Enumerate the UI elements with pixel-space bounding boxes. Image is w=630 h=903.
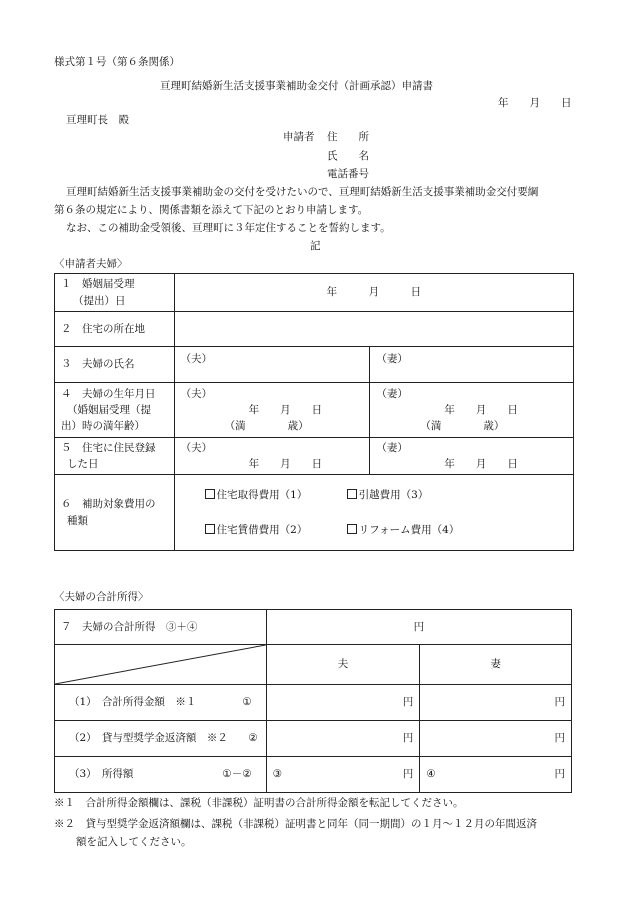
husband-tag: （夫） bbox=[180, 441, 213, 454]
husband-name-field[interactable] bbox=[174, 347, 370, 383]
diagonal-line bbox=[55, 645, 266, 684]
birthdate-label-c: 出）時の満年齢） bbox=[61, 420, 145, 433]
diagonal-cell bbox=[55, 645, 267, 685]
applicant-name-label: 氏 名 bbox=[327, 150, 369, 162]
wife-birthdate-field[interactable] bbox=[370, 383, 574, 438]
net-income-mark: ①－② bbox=[222, 768, 252, 781]
ki-heading: 記 bbox=[310, 240, 321, 252]
wife-registration-field[interactable] bbox=[370, 438, 574, 475]
husband-registration-value: 年 月 日 bbox=[248, 458, 323, 470]
wife-name-field[interactable] bbox=[370, 347, 574, 383]
yen-unit: 円 bbox=[402, 696, 414, 709]
wife-tag: （妻） bbox=[376, 441, 408, 454]
birthdate-label bbox=[55, 383, 175, 438]
gross-income-label-text: （1） 合計所得金額 ※１ bbox=[69, 696, 197, 709]
note-2a: ※２ 貸与型奨学金返済額欄は、課税（非課税）証明書と同年（同一期間）の１月～１２月の年間返済 bbox=[54, 818, 537, 830]
date-line: 年 月 日 bbox=[498, 97, 572, 109]
registration-label bbox=[55, 438, 175, 475]
section-income-heading: 〈夫婦の合計所得〉 bbox=[54, 591, 149, 603]
checkbox-icon bbox=[347, 489, 357, 499]
marriage-date-label-b: （提出）日 bbox=[73, 294, 126, 307]
option-housing-rent-label: 住宅賃借費用（2） bbox=[216, 523, 308, 536]
note-2b: 額を記入してください。 bbox=[76, 836, 192, 848]
body-text-1: 亘理町結婚新生活支援事業補助金の交付を受けたいので、亘理町結婚新生活支援事業補助金交付要綱 bbox=[66, 186, 539, 198]
option-moving[interactable] bbox=[347, 487, 429, 503]
gross-income-mark: ① bbox=[242, 696, 252, 709]
residence-label: ２ 住宅の所在地 bbox=[55, 312, 175, 347]
husband-net-income-mark: ③ bbox=[272, 768, 283, 781]
note-1: ※１ 合計所得金額欄は、課税（非課税）証明書の合計所得金額を転記してください。 bbox=[54, 797, 464, 809]
option-housing-purchase-label: 住宅取得費用（1） bbox=[216, 489, 308, 502]
section-couple-heading: 〈申請者夫婦〉 bbox=[54, 258, 128, 270]
option-housing-rent[interactable] bbox=[205, 522, 347, 538]
wife-column-header: 妻 bbox=[420, 645, 572, 685]
option-reform[interactable] bbox=[347, 522, 460, 538]
yen-unit: 円 bbox=[554, 768, 565, 781]
yen-unit: 円 bbox=[402, 768, 414, 781]
wife-net-income-field[interactable] bbox=[420, 757, 572, 793]
marriage-date-row bbox=[55, 274, 574, 312]
gross-income-row bbox=[55, 685, 572, 721]
applicant-phone-label: 電話番号 bbox=[327, 168, 369, 180]
body-text-3: なお、この補助金受領後、亘理町に３年定住することを誓約します。 bbox=[66, 222, 391, 234]
wife-scholarship-field[interactable] bbox=[420, 721, 572, 757]
residence-row bbox=[55, 312, 574, 347]
registration-label-b: した日 bbox=[67, 458, 99, 470]
husband-gross-income-field[interactable] bbox=[266, 685, 420, 721]
yen-unit: 円 bbox=[554, 732, 565, 745]
wife-net-income-mark: ④ bbox=[426, 768, 436, 781]
husband-net-income-field[interactable] bbox=[266, 757, 420, 793]
wife-registration-value: 年 月 日 bbox=[444, 458, 518, 470]
option-housing-purchase[interactable] bbox=[205, 487, 347, 503]
marriage-date-label bbox=[55, 274, 175, 312]
expense-type-row bbox=[55, 475, 574, 551]
income-header-row bbox=[55, 645, 572, 685]
expense-type-label-b: 種類 bbox=[67, 514, 88, 527]
checkbox-icon bbox=[205, 524, 215, 534]
scholarship-label-text: （2） 貸与型奨学金返済額 ※２ bbox=[69, 732, 228, 745]
wife-birthdate-value: 年 月 日 bbox=[444, 403, 518, 416]
wife-tag: （妻） bbox=[376, 353, 408, 365]
net-income-row bbox=[55, 757, 572, 793]
net-income-label-text: （3） 所得額 bbox=[69, 768, 134, 781]
husband-birthdate-field[interactable] bbox=[174, 383, 370, 438]
registration-row bbox=[55, 438, 574, 475]
wife-gross-income-field[interactable] bbox=[420, 685, 572, 721]
yen-unit: 円 bbox=[413, 620, 425, 633]
husband-age-value: （満 歳） bbox=[224, 420, 309, 433]
yen-unit: 円 bbox=[402, 732, 414, 745]
husband-tag: （夫） bbox=[180, 387, 213, 400]
total-income-label: ７ 夫婦の合計所得 ③＋④ bbox=[55, 610, 267, 645]
couple-name-row bbox=[55, 347, 574, 383]
husband-birthdate-value: 年 月 日 bbox=[248, 403, 323, 416]
husband-scholarship-field[interactable] bbox=[266, 721, 420, 757]
couple-table bbox=[54, 273, 574, 551]
form-title: 亘理町結婚新生活支援事業補助金交付（計画承認）申請書 bbox=[160, 80, 433, 92]
checkbox-icon bbox=[347, 524, 357, 534]
addressee: 亘理町長 殿 bbox=[66, 114, 129, 126]
applicant-label: 申請者 bbox=[283, 131, 315, 143]
marriage-date-label-a: １ 婚姻届受理 bbox=[61, 278, 135, 291]
scholarship-row bbox=[55, 721, 572, 757]
checkbox-icon bbox=[205, 489, 215, 499]
expense-type-label-a: ６ 補助対象費用の bbox=[61, 498, 156, 511]
registration-label-a: ５ 住宅に住民登録 bbox=[61, 441, 156, 454]
gross-income-label bbox=[55, 685, 267, 721]
expense-type-options bbox=[174, 475, 573, 551]
form-number: 様式第１号（第６条関係） bbox=[54, 56, 180, 68]
marriage-date-field[interactable] bbox=[174, 274, 573, 312]
birthdate-label-a: ４ 夫婦の生年月日 bbox=[61, 387, 156, 400]
husband-column-header: 夫 bbox=[266, 645, 420, 685]
residence-field[interactable] bbox=[174, 312, 573, 347]
scholarship-mark: ② bbox=[248, 732, 258, 745]
total-income-row bbox=[55, 610, 572, 645]
net-income-label bbox=[55, 757, 267, 793]
husband-registration-field[interactable] bbox=[174, 438, 370, 475]
wife-tag: （妻） bbox=[376, 387, 408, 400]
marriage-date-value: 年 月 日 bbox=[326, 286, 422, 299]
income-table bbox=[54, 609, 572, 793]
yen-unit: 円 bbox=[554, 696, 565, 709]
couple-name-label: ３ 夫婦の氏名 bbox=[55, 347, 175, 383]
birthdate-label-b: （婚姻届受理（提 bbox=[67, 403, 151, 416]
option-moving-label: 引越費用（3） bbox=[358, 489, 429, 502]
birthdate-row bbox=[55, 383, 574, 438]
total-income-field[interactable] bbox=[266, 610, 571, 645]
option-reform-label: リフォーム費用（4） bbox=[358, 523, 460, 536]
body-text-2: 第６条の規定により、関係書類を添えて下記のとおり申請します。 bbox=[54, 204, 369, 216]
applicant-address-label: 住 所 bbox=[327, 131, 369, 143]
wife-age-value: （満 歳） bbox=[420, 420, 505, 433]
expense-type-label bbox=[55, 475, 175, 551]
husband-tag: （夫） bbox=[180, 353, 213, 365]
scholarship-label bbox=[55, 721, 267, 757]
